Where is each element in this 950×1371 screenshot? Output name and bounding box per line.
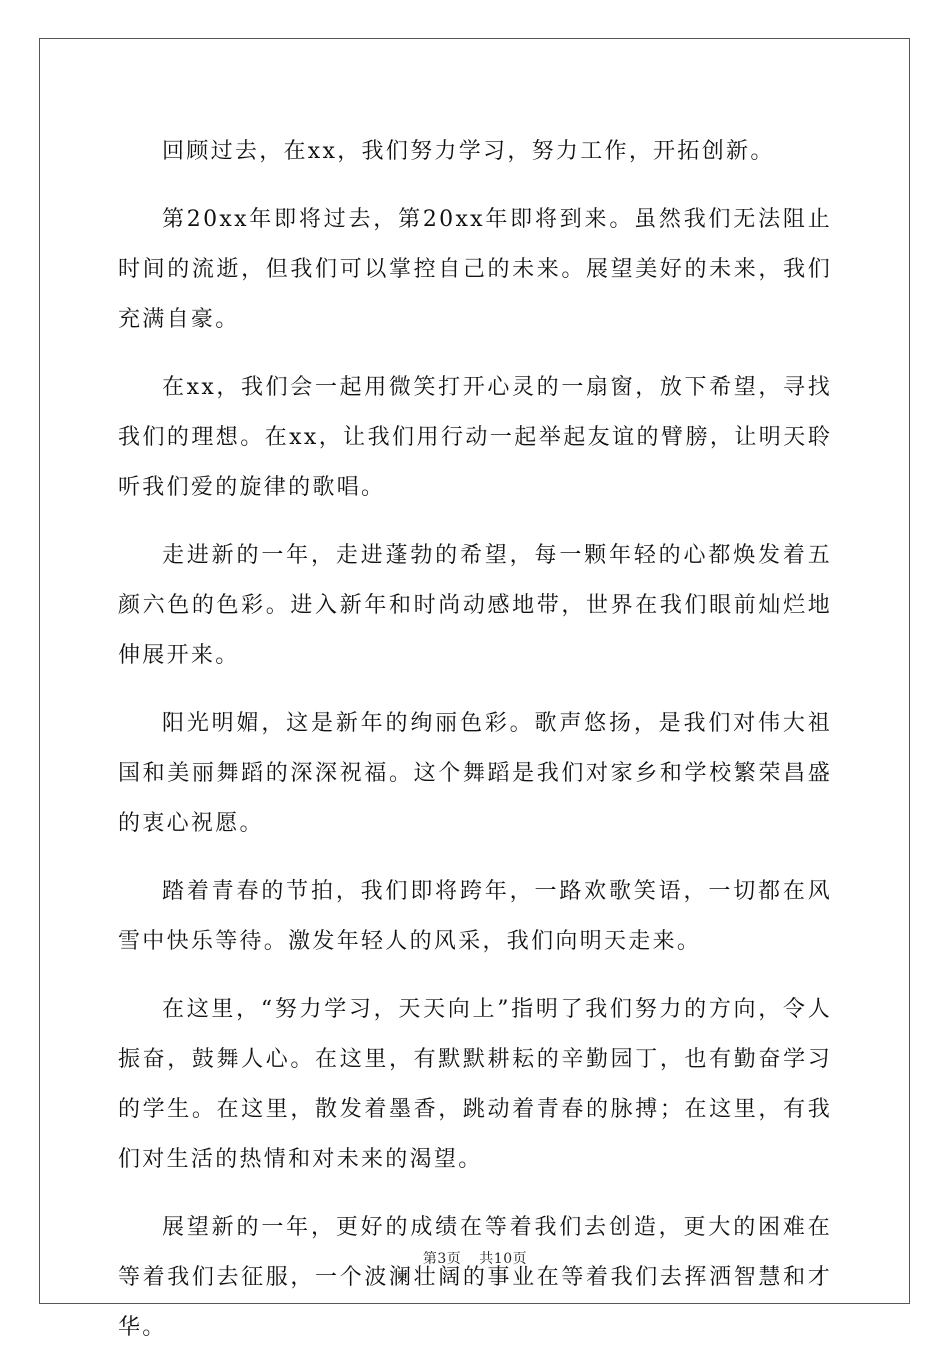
page-number: 第3页 (422, 1251, 462, 1267)
paragraph-7: 在这里，“努力学习，天天向上”指明了我们努力的方向，令人振奋，鼓舞人心。在这里，有默默耕耘的辛勤园丁，也有勤奋学习的学生。在这里，散发着墨香，跳动着青春的脉搏；在这里，有我们对生活的热情和对未来的渴望。 (118, 997, 832, 1172)
page-total: 共10页 (479, 1251, 528, 1267)
paragraph-5: 阳光明媚，这是新年的绚丽色彩。歌声悠扬，是我们对伟大祖国和美丽舞蹈的深深祝福。这个舞蹈是我们对家乡和学校繁荣昌盛的衷心祝愿。 (118, 711, 832, 836)
page-footer (0, 1248, 950, 1268)
paragraph-2: 第20xx年即将过去，第20xx年即将到来。虽然我们无法阻止时间的流逝，但我们可以掌控自己的未来。展望美好的未来，我们充满自豪。 (118, 207, 832, 332)
document-body (118, 127, 832, 1371)
paragraph-6: 踏着青春的节拍，我们即将跨年，一路欢歌笑语，一切都在风雪中快乐等待。激发年轻人的风采，我们向明天走来。 (118, 879, 832, 954)
paragraph-4: 走进新的一年，走进蓬勃的希望，每一颗年轻的心都焕发着五颜六色的色彩。进入新年和时尚动感地带，世界在我们眼前灿烂地伸展开来。 (118, 543, 832, 668)
paragraph-3: 在xx，我们会一起用微笑打开心灵的一扇窗，放下希望，寻找我们的理想。在xx，让我们用行动一起举起友谊的臂膀，让明天聆听我们爱的旋律的歌唱。 (118, 375, 832, 500)
paragraph-8: 展望新的一年，更好的成绩在等着我们去创造，更大的困难在等着我们去征服，一个波澜壮阔的事业在等着我们去挥洒智慧和才华。 (118, 1215, 832, 1340)
paragraph-1: 回顾过去，在xx，我们努力学习，努力工作，开拓创新。 (162, 139, 775, 164)
